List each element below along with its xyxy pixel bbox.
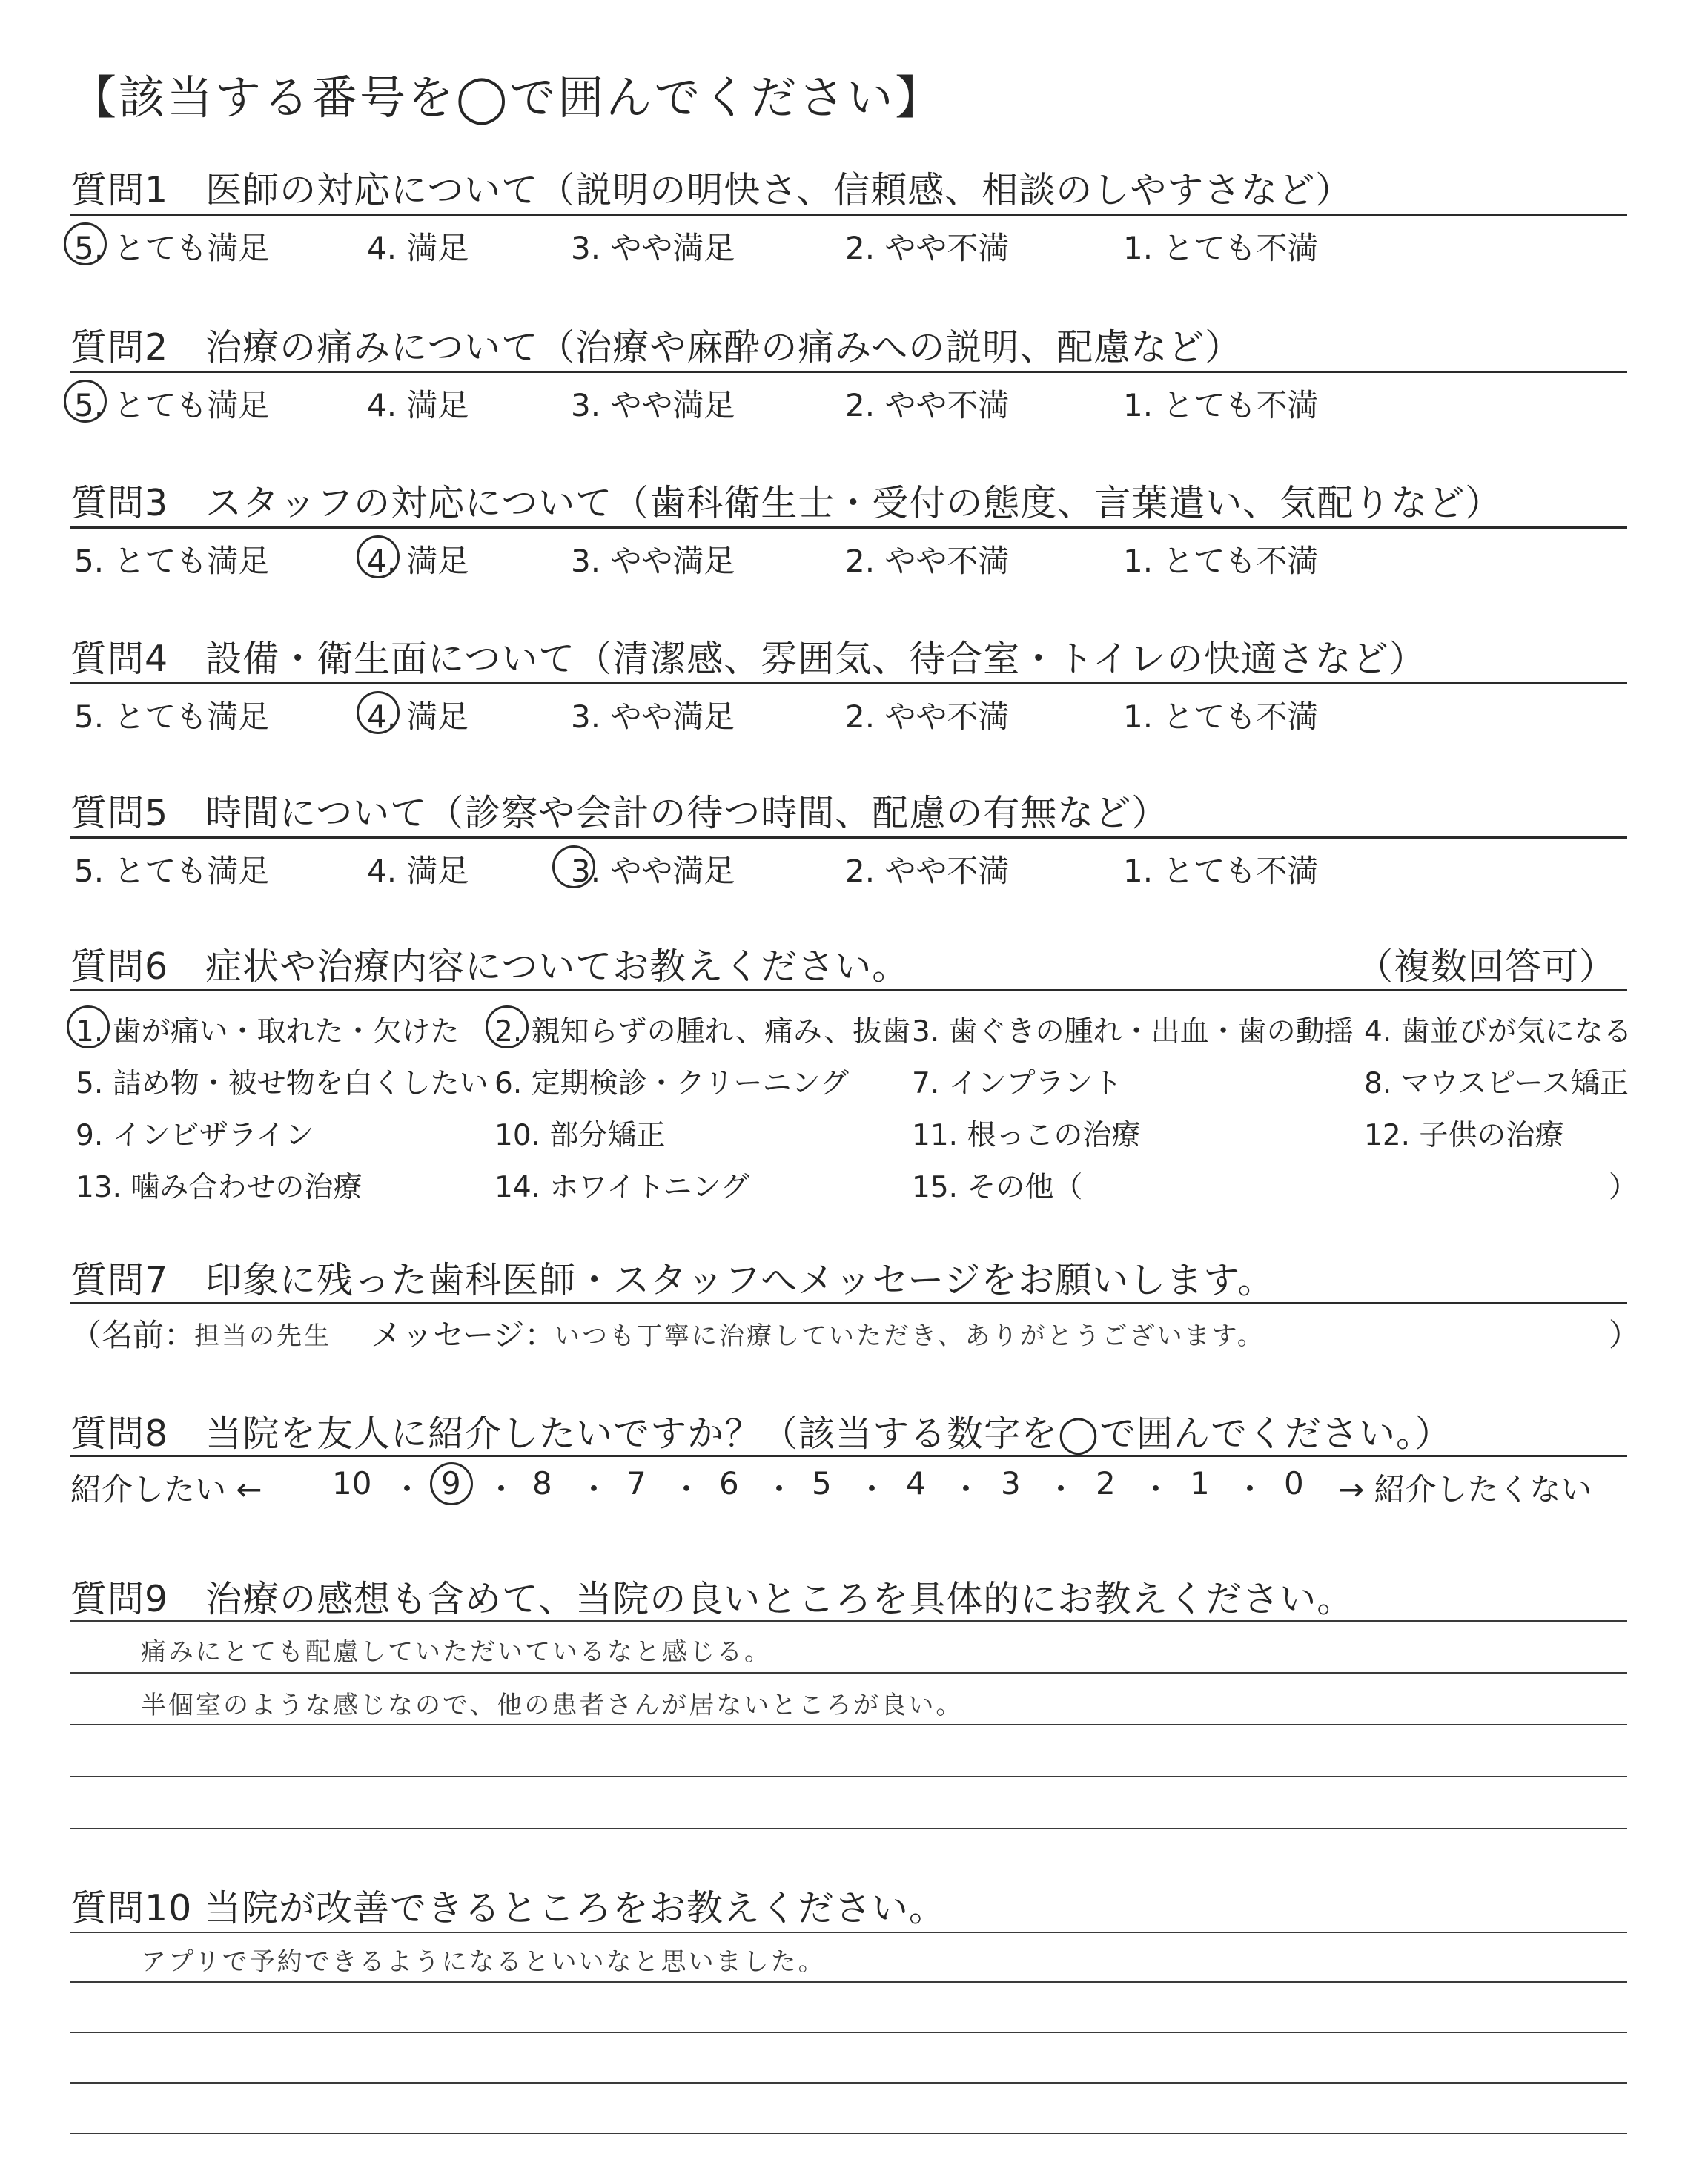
- q9-title: 質問9 治療の感想も含めて、当院の良いところを具体的にお教えください。: [70, 1578, 1354, 1620]
- q8-number-0[interactable]: 0: [1284, 1465, 1304, 1502]
- q2-rule: [70, 371, 1627, 373]
- q8-separator: ・: [1234, 1471, 1266, 1507]
- q8-title: 質問8 当院を友人に紹介したいですか？（該当する数字を◯で囲んでください。）: [70, 1413, 1452, 1455]
- q5-rule: [70, 836, 1627, 839]
- q8-separator: ・: [1140, 1471, 1172, 1507]
- q8-number-7[interactable]: 7: [626, 1465, 646, 1502]
- q9-line-4: [70, 1776, 1627, 1777]
- q4-rule: [70, 682, 1627, 684]
- q6-item-7[interactable]: 7. インプラント: [912, 1067, 1122, 1100]
- q6-item-1[interactable]: 1. 歯が痛い・取れた・欠けた: [76, 1015, 460, 1048]
- q5-option-1[interactable]: 1. とても不満: [1123, 853, 1319, 889]
- q10-title: 質問10 当院が改善できるところをお教えください。: [70, 1887, 946, 1929]
- q10-line-5: [70, 2133, 1627, 2134]
- q4-option-2[interactable]: 2. やや不満: [845, 698, 1010, 735]
- q5-title: 質問5 時間について（診察や会計の待つ時間、配慮の有無など）: [70, 792, 1169, 834]
- q8-left-label: 紹介したい ←: [70, 1471, 262, 1507]
- q2-option-1[interactable]: 1. とても不満: [1123, 387, 1319, 423]
- q1-rule: [70, 214, 1627, 216]
- q6-multiple-note: （複数回答可）: [1357, 945, 1617, 988]
- page-title: 【該当する番号を◯で囲んでください】: [70, 70, 944, 125]
- q3-option-5[interactable]: 5. とても満足: [74, 543, 270, 579]
- q4-option-1[interactable]: 1. とても不満: [1123, 698, 1319, 735]
- q7-name-value[interactable]: 担当の先生: [194, 1321, 331, 1351]
- q2-option-5[interactable]: 5. とても満足: [74, 387, 270, 423]
- q6-rule: [70, 989, 1627, 991]
- q9-handwritten-answer-2[interactable]: 半個室のような感じなので、他の患者さんが居ないところが良い。: [141, 1691, 964, 1720]
- q8-separator: ・: [1045, 1471, 1077, 1507]
- q7-message-label: メッセージ：: [371, 1317, 556, 1353]
- q3-option-2[interactable]: 2. やや不満: [845, 543, 1010, 579]
- q4-option-4[interactable]: 4. 満足: [367, 698, 469, 735]
- q6-item-10[interactable]: 10. 部分矯正: [494, 1119, 666, 1152]
- q8-number-2[interactable]: 2: [1096, 1465, 1116, 1502]
- q1-option-5[interactable]: 5. とても満足: [74, 230, 270, 266]
- q9-line-3: [70, 1724, 1627, 1725]
- q2-title: 質問2 治療の痛みについて（治療や麻酔の痛みへの説明、配慮など）: [70, 326, 1242, 369]
- q6-item-3[interactable]: 3. 歯ぐきの腫れ・出血・歯の動揺: [912, 1015, 1354, 1048]
- q1-title: 質問1 医師の対応について（説明の明快さ、信頼感、相談のしやすさなど）: [70, 169, 1353, 211]
- q6-item-12[interactable]: 12. 子供の治療: [1364, 1119, 1564, 1152]
- q8-rule: [70, 1455, 1627, 1457]
- q9-line-5: [70, 1828, 1627, 1829]
- q8-separator: ・: [486, 1471, 517, 1507]
- q7-rule: [70, 1302, 1627, 1304]
- q3-rule: [70, 526, 1627, 529]
- q8-number-9[interactable]: 9: [441, 1465, 461, 1502]
- q4-option-5[interactable]: 5. とても満足: [74, 698, 270, 735]
- q5-option-5[interactable]: 5. とても満足: [74, 853, 270, 889]
- q8-separator: ・: [950, 1471, 982, 1507]
- q8-number-10[interactable]: 10: [332, 1465, 372, 1502]
- q6-item-4[interactable]: 4. 歯並びが気になる: [1364, 1015, 1632, 1048]
- q6-item-14[interactable]: 14. ホワイトニング: [494, 1171, 749, 1204]
- q6-item-13[interactable]: 13. 噛み合わせの治療: [76, 1171, 363, 1204]
- q1-option-4[interactable]: 4. 満足: [367, 230, 469, 266]
- q10-line-4: [70, 2082, 1627, 2084]
- q4-title: 質問4 設備・衛生面について（清潔感、雰囲気、待合室・トイレの快適さなど）: [70, 638, 1426, 680]
- q3-option-3[interactable]: 3. やや満足: [571, 543, 735, 579]
- q1-option-2[interactable]: 2. やや不満: [845, 230, 1010, 266]
- q8-number-5[interactable]: 5: [812, 1465, 832, 1502]
- q7-message-value[interactable]: いつも丁寧に治療していただき、ありがとうございます。: [555, 1321, 1265, 1351]
- q10-line-1: [70, 1932, 1627, 1933]
- q8-separator: ・: [391, 1471, 423, 1507]
- q6-item-2[interactable]: 2. 親知らずの腫れ、痛み、抜歯: [494, 1015, 911, 1048]
- q8-number-4[interactable]: 4: [906, 1465, 926, 1502]
- q3-title: 質問3 スタッフの対応について（歯科衛生士・受付の態度、言葉遣い、気配りなど）: [70, 482, 1503, 524]
- q6-item-9[interactable]: 9. インビザライン: [76, 1119, 314, 1152]
- q2-option-3[interactable]: 3. やや満足: [571, 387, 735, 423]
- q6-other-close-paren: ）: [1609, 1171, 1638, 1204]
- q8-right-label: → 紹介したくない: [1338, 1471, 1592, 1507]
- q5-option-4[interactable]: 4. 満足: [367, 853, 469, 889]
- q8-separator: ・: [764, 1471, 795, 1507]
- q6-item-6[interactable]: 6. 定期検診・クリーニング: [494, 1067, 849, 1100]
- q5-option-2[interactable]: 2. やや不満: [845, 853, 1010, 889]
- q3-option-1[interactable]: 1. とても不満: [1123, 543, 1319, 579]
- q3-option-4[interactable]: 4. 満足: [367, 543, 469, 579]
- q9-handwritten-answer-1[interactable]: 痛みにとても配慮していただいているなと感じる。: [141, 1637, 772, 1667]
- q2-option-2[interactable]: 2. やや不満: [845, 387, 1010, 423]
- q10-handwritten-answer-1[interactable]: アプリで予約できるようになるといいなと思いました。: [141, 1947, 826, 1977]
- q1-option-1[interactable]: 1. とても不満: [1123, 230, 1319, 266]
- q10-line-2: [70, 1981, 1627, 1983]
- q7-close-paren: ）: [1609, 1317, 1641, 1353]
- q6-item-11[interactable]: 11. 根っこの治療: [912, 1119, 1141, 1152]
- q8-number-3[interactable]: 3: [1001, 1465, 1021, 1502]
- q4-option-3[interactable]: 3. やや満足: [571, 698, 735, 735]
- q8-number-8[interactable]: 8: [532, 1465, 552, 1502]
- q6-item-15[interactable]: 15. その他（: [912, 1171, 1083, 1204]
- q9-line-2: [70, 1672, 1627, 1674]
- q8-number-6[interactable]: 6: [719, 1465, 739, 1502]
- q8-separator: ・: [578, 1471, 610, 1507]
- q7-title: 質問7 印象に残った歯科医師・スタッフへメッセージをお願いします。: [70, 1259, 1275, 1301]
- q2-option-4[interactable]: 4. 満足: [367, 387, 469, 423]
- q8-separator: ・: [856, 1471, 888, 1507]
- q8-separator: ・: [671, 1471, 703, 1507]
- q10-line-3: [70, 2032, 1627, 2033]
- q5-option-3[interactable]: 3. やや満足: [571, 853, 735, 889]
- q7-name-label: （名前：: [70, 1317, 196, 1353]
- q1-option-3[interactable]: 3. やや満足: [571, 230, 735, 266]
- q6-item-5[interactable]: 5. 詰め物・被せ物を白くしたい: [76, 1067, 489, 1100]
- q9-line-1: [70, 1620, 1627, 1622]
- q8-number-1[interactable]: 1: [1190, 1465, 1210, 1502]
- q6-title: 質問6 症状や治療内容についてお教えください。: [70, 945, 910, 988]
- q6-item-8[interactable]: 8. マウスピース矯正: [1364, 1067, 1629, 1100]
